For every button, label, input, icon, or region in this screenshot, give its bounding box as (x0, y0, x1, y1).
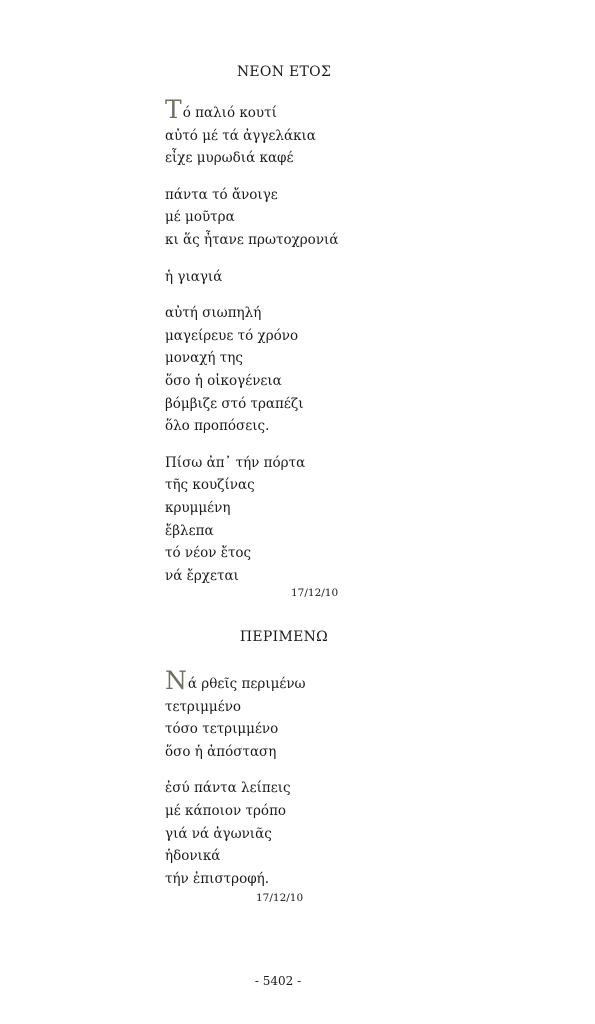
poem-line: μοναχή της (165, 350, 243, 367)
poem-line: ἡ γιαγιά (165, 268, 223, 285)
page-number: - 5402 - (254, 974, 302, 988)
poem-body (165, 95, 425, 601)
poem-line: μέ κάποιον τρόπο (165, 802, 287, 819)
poem-line: γιά νά ἀγωνιᾶς (165, 825, 272, 842)
poem-line: τόσο τετριμμένο (165, 721, 279, 738)
poem-title: ΠΕΡΙΜΕΝΩ (239, 629, 329, 645)
stanza (165, 95, 425, 170)
poem-line: μέ μοῦτρα (165, 209, 235, 226)
stanza (165, 452, 425, 588)
poem-line: πάντα τό ἄνοιγε (165, 186, 278, 203)
stanza (165, 666, 425, 763)
poem-line: αὐτή σιωπηλή (165, 305, 262, 322)
poem-line: κι ἅς ἦτανε πρωτοχρονιά (165, 231, 339, 248)
poem-line: τήν ἐπιστροφή. (165, 870, 270, 887)
drop-cap: Ν (165, 666, 187, 695)
poem-line: τετριμμένο (165, 698, 242, 715)
first-line-text: ά ρθεῖς περιμένω (187, 676, 306, 692)
poem-line: Πίσω ἀπ᾽ τήν πόρτα (165, 454, 306, 471)
poem-line: μαγείρευε τό χρόνο (165, 327, 299, 344)
poem-line: εἶχε μυρωδιά καφέ (165, 150, 294, 167)
poem-line: κρυμμένη (165, 499, 231, 516)
drop-cap: Τ (165, 95, 182, 124)
poem-line: ὅσο ἡ οἰκογένεια (165, 372, 282, 389)
poem-line: ἔβλεπα (165, 522, 214, 539)
poem-line: αὐτό μέ τά ἀγγελάκια (165, 127, 316, 144)
poem-date: 17/12/10 (291, 587, 339, 599)
poem-title: ΝΕΟΝ ΕΤΟΣ (236, 64, 332, 80)
poem-line: τό νέον ἔτος (165, 545, 252, 562)
poem-line (165, 95, 425, 125)
poem-line: ἡδονικά (165, 848, 221, 865)
stanza (165, 777, 425, 890)
poem-line: τῆς κουζίνας (165, 477, 255, 494)
poem-line: ἐσύ πάντα λείπεις (165, 780, 291, 797)
poem-line (165, 666, 425, 696)
stanza (165, 302, 425, 438)
stanza (165, 184, 425, 252)
poem-date: 17/12/10 (256, 892, 304, 904)
stanza (165, 266, 425, 289)
poem-line: ὅσο ἡ ἀπόσταση (165, 743, 277, 760)
poem-body (165, 666, 425, 904)
poem-line: ὅλο προπόσεις. (165, 418, 270, 435)
first-line-text: ό παλιό κουτί (182, 105, 277, 121)
poem-line: νά ἔρχεται (165, 567, 239, 584)
poem-line: βόμβιζε στό τραπέζι (165, 395, 304, 412)
